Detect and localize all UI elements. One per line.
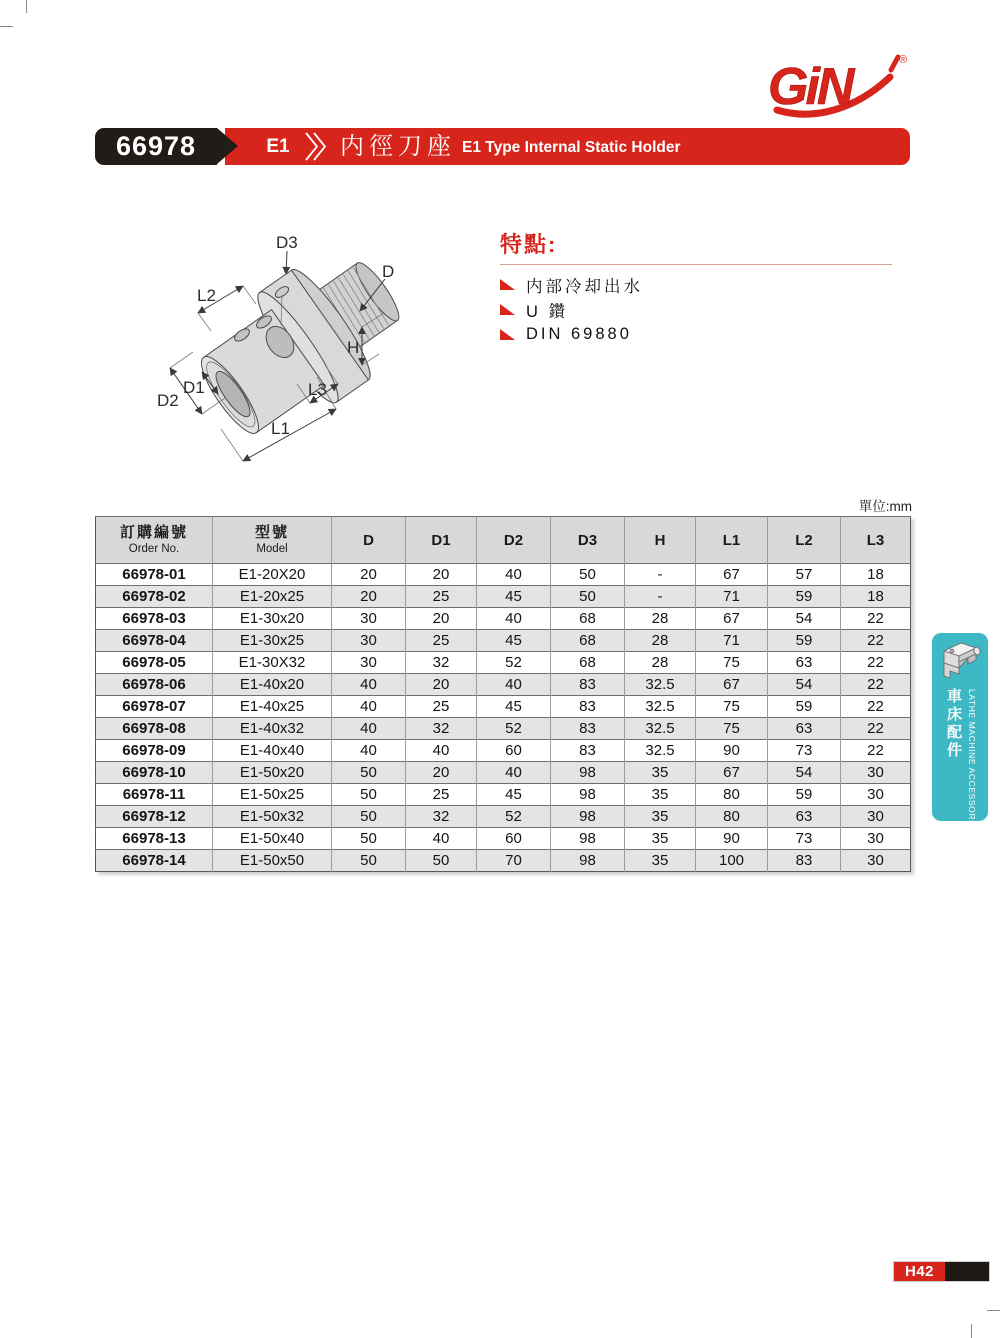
header-dim: D1 bbox=[406, 517, 477, 564]
crop-mark bbox=[0, 26, 13, 27]
unit-label: 單位:mm bbox=[858, 499, 912, 514]
dim-value-cell: 45 bbox=[477, 696, 551, 718]
dim-value-cell: 83 bbox=[768, 850, 841, 872]
feature-item bbox=[500, 301, 892, 321]
model-cell: E1-50x20 bbox=[213, 762, 332, 784]
dim-value-cell: 32.5 bbox=[625, 696, 696, 718]
tab-label-en: LATHE MACHINE ACCESSORIES bbox=[967, 689, 977, 836]
order-no-cell: 66978-02 bbox=[96, 586, 213, 608]
dim-value-cell: 25 bbox=[406, 630, 477, 652]
dim-value-cell: 75 bbox=[696, 652, 768, 674]
dim-value-cell: 30 bbox=[332, 630, 406, 652]
dim-value-cell: 25 bbox=[406, 586, 477, 608]
model-cell: E1-40x25 bbox=[213, 696, 332, 718]
dim-value-cell: 22 bbox=[841, 696, 911, 718]
dim-value-cell: 20 bbox=[406, 564, 477, 586]
model-cell: E1-40x32 bbox=[213, 718, 332, 740]
page-number-bar bbox=[945, 1262, 989, 1281]
table-body bbox=[96, 564, 911, 872]
table-header-row bbox=[96, 517, 911, 564]
dim-value-cell: 80 bbox=[696, 784, 768, 806]
dim-value-cell: 50 bbox=[551, 564, 625, 586]
dim-label-l2: L2 bbox=[197, 286, 216, 305]
dim-value-cell: 70 bbox=[477, 850, 551, 872]
dim-value-cell: 40 bbox=[477, 762, 551, 784]
dim-value-cell: 32 bbox=[406, 652, 477, 674]
dim-value-cell: 40 bbox=[477, 564, 551, 586]
dim-value-cell: 20 bbox=[332, 586, 406, 608]
dim-value-cell: 50 bbox=[332, 850, 406, 872]
model-cell: E1-50x32 bbox=[213, 806, 332, 828]
dim-value-cell: 25 bbox=[406, 784, 477, 806]
dim-value-cell: 50 bbox=[332, 828, 406, 850]
feature-text: DIN 69880 bbox=[526, 325, 632, 343]
table-row bbox=[96, 850, 911, 872]
dim-value-cell: 83 bbox=[551, 718, 625, 740]
dim-label-l3: L3 bbox=[308, 380, 327, 399]
dim-value-cell: 71 bbox=[696, 586, 768, 608]
dim-value-cell: 18 bbox=[841, 564, 911, 586]
dim-value-cell: 35 bbox=[625, 784, 696, 806]
dim-value-cell: 54 bbox=[768, 674, 841, 696]
dim-value-cell: 30 bbox=[841, 806, 911, 828]
logo-apostrophe bbox=[891, 57, 898, 70]
dim-value-cell: 52 bbox=[477, 806, 551, 828]
dim-value-cell: 71 bbox=[696, 630, 768, 652]
model-cell: E1-30x20 bbox=[213, 608, 332, 630]
table-row bbox=[96, 784, 911, 806]
order-no-cell: 66978-01 bbox=[96, 564, 213, 586]
features-section bbox=[500, 228, 892, 351]
features-list bbox=[500, 276, 892, 343]
table-row bbox=[96, 608, 911, 630]
model-cell: E1-40x20 bbox=[213, 674, 332, 696]
dim-value-cell: 22 bbox=[841, 674, 911, 696]
banner-title-en: E1 Type Internal Static Holder bbox=[462, 139, 681, 156]
dim-value-cell: 35 bbox=[625, 762, 696, 784]
dim-value-cell: 20 bbox=[406, 608, 477, 630]
dim-value-cell: 59 bbox=[768, 630, 841, 652]
header-dim: L2 bbox=[768, 517, 841, 564]
dim-value-cell: 63 bbox=[768, 652, 841, 674]
dim-value-cell: 73 bbox=[768, 740, 841, 762]
dim-value-cell: 28 bbox=[625, 652, 696, 674]
crop-mark bbox=[987, 1310, 1000, 1311]
dim-value-cell: 40 bbox=[477, 608, 551, 630]
category-side-tab bbox=[932, 633, 988, 836]
order-no-cell: 66978-06 bbox=[96, 674, 213, 696]
feature-text: 内部冷却出水 bbox=[526, 277, 643, 296]
dim-value-cell: 60 bbox=[477, 740, 551, 762]
table-row bbox=[96, 630, 911, 652]
triangle-bullet-icon bbox=[500, 279, 515, 290]
dim-value-cell: 40 bbox=[406, 828, 477, 850]
dim-value-cell: 40 bbox=[332, 740, 406, 762]
header-dim: L1 bbox=[696, 517, 768, 564]
dim-value-cell: 83 bbox=[551, 696, 625, 718]
dim-value-cell: 20 bbox=[406, 762, 477, 784]
dim-value-cell: 22 bbox=[841, 630, 911, 652]
table-row bbox=[96, 718, 911, 740]
dim-label-d: D bbox=[382, 262, 395, 281]
dim-value-cell: 18 bbox=[841, 586, 911, 608]
triangle-bullet-icon bbox=[500, 329, 515, 340]
dim-value-cell: 75 bbox=[696, 696, 768, 718]
dim-value-cell: 52 bbox=[477, 718, 551, 740]
dim-value-cell: 90 bbox=[696, 828, 768, 850]
order-no-cell: 66978-12 bbox=[96, 806, 213, 828]
crop-mark bbox=[971, 1324, 972, 1338]
order-no-cell: 66978-08 bbox=[96, 718, 213, 740]
order-no-cell: 66978-09 bbox=[96, 740, 213, 762]
dim-value-cell: 45 bbox=[477, 586, 551, 608]
dim-value-cell: 67 bbox=[696, 608, 768, 630]
dim-value-cell: 30 bbox=[841, 762, 911, 784]
features-divider bbox=[500, 264, 892, 265]
dim-value-cell: 98 bbox=[551, 784, 625, 806]
dim-value-cell: 32 bbox=[406, 806, 477, 828]
header-dim: D3 bbox=[551, 517, 625, 564]
header-dim: H bbox=[625, 517, 696, 564]
dim-value-cell: 67 bbox=[696, 564, 768, 586]
table-row bbox=[96, 652, 911, 674]
triangle-bullet-icon bbox=[500, 304, 515, 315]
dim-value-cell: 22 bbox=[841, 608, 911, 630]
dim-value-cell: 40 bbox=[406, 740, 477, 762]
dim-value-cell: 98 bbox=[551, 828, 625, 850]
dim-value-cell: 83 bbox=[551, 674, 625, 696]
header-order-zh: 訂購編號 bbox=[119, 524, 188, 541]
feature-text: U 鑽 bbox=[526, 302, 568, 321]
dim-value-cell: 68 bbox=[551, 630, 625, 652]
dim-value-cell: 50 bbox=[406, 850, 477, 872]
dim-value-cell: 68 bbox=[551, 608, 625, 630]
logo-text: GiN bbox=[768, 58, 852, 116]
title-banner bbox=[95, 128, 910, 165]
feature-item bbox=[500, 276, 892, 296]
table-row bbox=[96, 586, 911, 608]
crop-mark bbox=[26, 0, 27, 13]
dim-label-h: H bbox=[347, 338, 360, 357]
page-number-badge bbox=[893, 1261, 990, 1282]
dim-value-cell: 40 bbox=[477, 674, 551, 696]
registered-mark-icon: ® bbox=[899, 54, 908, 66]
dim-value-cell: 40 bbox=[332, 674, 406, 696]
tab-label-zh: 車床配件 bbox=[945, 688, 962, 760]
header-dim: D bbox=[332, 517, 406, 564]
gin-logo bbox=[763, 50, 913, 124]
dim-label-d2: D2 bbox=[157, 391, 179, 410]
dim-value-cell: 57 bbox=[768, 564, 841, 586]
header-model-zh: 型號 bbox=[254, 524, 289, 541]
dim-value-cell: 20 bbox=[332, 564, 406, 586]
dim-label-d1: D1 bbox=[183, 378, 205, 397]
model-cell: E1-50x40 bbox=[213, 828, 332, 850]
model-cell: E1-20x25 bbox=[213, 586, 332, 608]
model-cell: E1-20X20 bbox=[213, 564, 332, 586]
order-no-cell: 66978-13 bbox=[96, 828, 213, 850]
dim-value-cell: 20 bbox=[406, 674, 477, 696]
table-row bbox=[96, 696, 911, 718]
dim-value-cell: 54 bbox=[768, 762, 841, 784]
table-row bbox=[96, 806, 911, 828]
dim-value-cell: 50 bbox=[551, 586, 625, 608]
tool-holder-icon bbox=[938, 638, 982, 686]
dim-value-cell: 32.5 bbox=[625, 740, 696, 762]
order-no-cell: 66978-10 bbox=[96, 762, 213, 784]
dim-value-cell: 28 bbox=[625, 630, 696, 652]
model-cell: E1-30x25 bbox=[213, 630, 332, 652]
dim-value-cell: 67 bbox=[696, 674, 768, 696]
model-cell: E1-40x40 bbox=[213, 740, 332, 762]
order-no-cell: 66978-04 bbox=[96, 630, 213, 652]
order-no-cell: 66978-07 bbox=[96, 696, 213, 718]
dim-value-cell: 22 bbox=[841, 740, 911, 762]
header-order-en: Order No. bbox=[128, 543, 180, 555]
order-no-cell: 66978-14 bbox=[96, 850, 213, 872]
tab-texts bbox=[932, 688, 988, 836]
dim-value-cell: 50 bbox=[332, 806, 406, 828]
feature-item bbox=[500, 326, 892, 343]
model-cell: E1-50x50 bbox=[213, 850, 332, 872]
dim-value-cell: 30 bbox=[332, 608, 406, 630]
chevron-icon bbox=[303, 131, 329, 162]
dim-value-cell: 54 bbox=[768, 608, 841, 630]
dim-value-cell: 25 bbox=[406, 696, 477, 718]
dim-value-cell: 30 bbox=[841, 784, 911, 806]
header-dim: D2 bbox=[477, 517, 551, 564]
dim-value-cell: 32.5 bbox=[625, 718, 696, 740]
dim-value-cell: 32 bbox=[406, 718, 477, 740]
dim-value-cell: 52 bbox=[477, 652, 551, 674]
dim-value-cell: 30 bbox=[332, 652, 406, 674]
header-model-en: Model bbox=[256, 543, 288, 555]
dim-value-cell: 68 bbox=[551, 652, 625, 674]
dim-value-cell: 32.5 bbox=[625, 674, 696, 696]
dim-value-cell: 59 bbox=[768, 586, 841, 608]
header-model bbox=[213, 517, 332, 564]
dim-value-cell: 67 bbox=[696, 762, 768, 784]
dim-value-cell: 45 bbox=[477, 784, 551, 806]
dim-value-cell: 60 bbox=[477, 828, 551, 850]
dim-value-cell: 30 bbox=[841, 850, 911, 872]
dim-value-cell: 45 bbox=[477, 630, 551, 652]
dim-value-cell: 28 bbox=[625, 608, 696, 630]
table-row bbox=[96, 762, 911, 784]
dim-value-cell: 73 bbox=[768, 828, 841, 850]
features-title: 特點: bbox=[500, 232, 558, 257]
dim-value-cell: - bbox=[625, 586, 696, 608]
technical-drawing bbox=[135, 215, 465, 485]
dim-value-cell: 50 bbox=[332, 784, 406, 806]
banner-title-zh: 内徑刀座 bbox=[340, 133, 456, 160]
dim-value-cell: 22 bbox=[841, 652, 911, 674]
dim-value-cell: 98 bbox=[551, 850, 625, 872]
dim-value-cell: 98 bbox=[551, 806, 625, 828]
dim-value-cell: 40 bbox=[332, 718, 406, 740]
part-number: 66978 bbox=[115, 131, 197, 161]
model-cell: E1-50x25 bbox=[213, 784, 332, 806]
dim-value-cell: 40 bbox=[332, 696, 406, 718]
dim-value-cell: 98 bbox=[551, 762, 625, 784]
spec-table bbox=[95, 516, 911, 872]
order-no-cell: 66978-11 bbox=[96, 784, 213, 806]
dim-value-cell: 35 bbox=[625, 806, 696, 828]
table-row bbox=[96, 674, 911, 696]
dim-value-cell: 90 bbox=[696, 740, 768, 762]
page-number: H42 bbox=[894, 1262, 945, 1281]
dim-value-cell: 35 bbox=[625, 850, 696, 872]
dim-value-cell: 59 bbox=[768, 784, 841, 806]
dim-value-cell: 59 bbox=[768, 696, 841, 718]
dim-value-cell: 75 bbox=[696, 718, 768, 740]
table-row bbox=[96, 740, 911, 762]
order-no-cell: 66978-03 bbox=[96, 608, 213, 630]
dim-label-l1: L1 bbox=[271, 419, 290, 438]
table-row bbox=[96, 828, 911, 850]
dim-value-cell: 50 bbox=[332, 762, 406, 784]
dim-value-cell: 100 bbox=[696, 850, 768, 872]
dim-value-cell: 30 bbox=[841, 828, 911, 850]
dim-value-cell: 35 bbox=[625, 828, 696, 850]
dim-label-d3: D3 bbox=[276, 233, 298, 252]
model-cell: E1-30X32 bbox=[213, 652, 332, 674]
dim-value-cell: 80 bbox=[696, 806, 768, 828]
dim-value-cell: 22 bbox=[841, 718, 911, 740]
dim-value-cell: - bbox=[625, 564, 696, 586]
table-row bbox=[96, 564, 911, 586]
header-order-no bbox=[96, 517, 213, 564]
dim-value-cell: 63 bbox=[768, 718, 841, 740]
badge-arrow bbox=[217, 128, 238, 164]
dim-value-cell: 83 bbox=[551, 740, 625, 762]
dim-value-cell: 63 bbox=[768, 806, 841, 828]
series-label: E1 bbox=[266, 136, 290, 157]
header-dim: L3 bbox=[841, 517, 911, 564]
order-no-cell: 66978-05 bbox=[96, 652, 213, 674]
